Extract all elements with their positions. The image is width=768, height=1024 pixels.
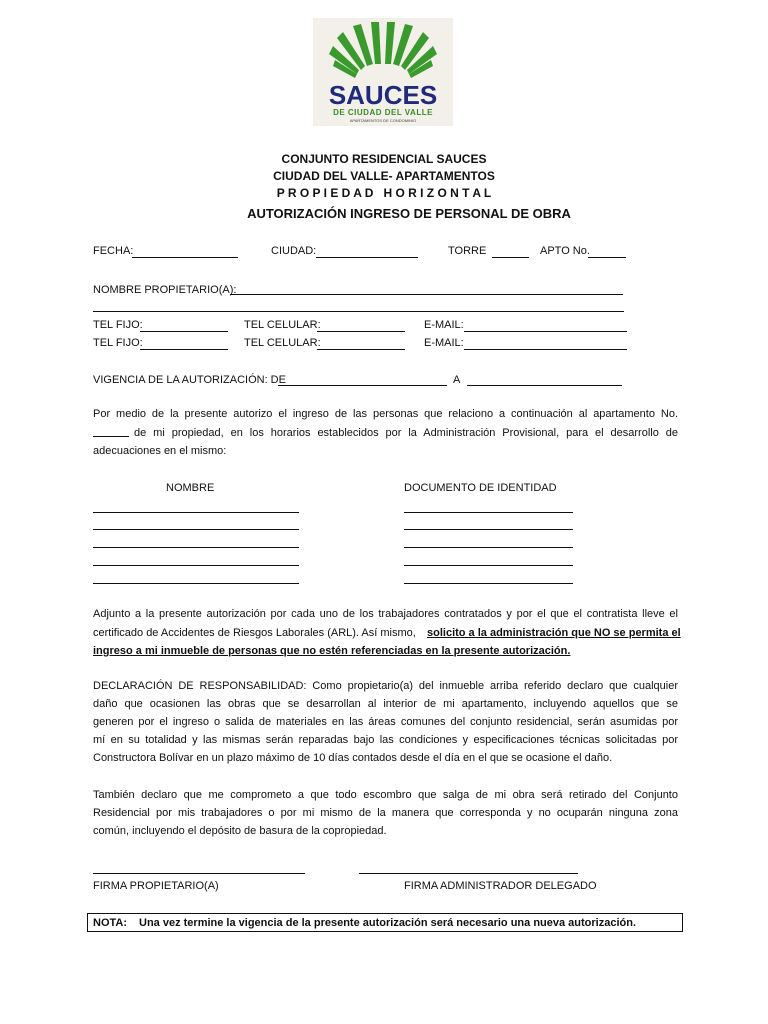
nombre-column-header: NOMBRE: [166, 482, 215, 494]
email-label-1: E-MAIL:: [424, 319, 464, 331]
firma-propietario-line[interactable]: [93, 873, 305, 874]
nota-text: Una vez termine la vigencia de la presente autorización será necesario una nueva autorización.: [139, 917, 637, 929]
tel-fijo-field-2[interactable]: [140, 349, 228, 350]
vigencia-a-label: A: [453, 374, 461, 386]
firma-propietario-label: FIRMA PROPIETARIO(A): [93, 880, 219, 892]
logo-tagline: APARTAMENTOS DE CONDOMINIO: [349, 118, 417, 123]
nombre-line[interactable]: [93, 512, 299, 513]
page-title: AUTORIZACIÓN INGRESO DE PERSONAL DE OBRA: [247, 206, 571, 221]
propietario-field-line2[interactable]: [93, 311, 624, 312]
intro-line-3: adecuaciones en el mismo:: [93, 445, 227, 457]
intro-line-1: Por medio de la presente autorizo el ingreso de las personas que relaciono a continuación al apartamento No.: [93, 408, 678, 420]
apto-no-field[interactable]: [93, 436, 129, 437]
torre-label: TORRE: [448, 245, 487, 257]
documento-line[interactable]: [404, 512, 573, 513]
nota-box: [87, 913, 683, 932]
declaracion-line-2: daño que ocasionen las obras que se desarrollan al interior de mi apartamento, incluyendo aquellos que se: [93, 698, 678, 710]
tambien-line-3: común, incluyendo el depósito de basura de la copropiedad.: [93, 825, 387, 837]
email-field-1[interactable]: [464, 331, 627, 332]
apto-label: APTO No.: [540, 245, 590, 257]
ciudad-label: CIUDAD:: [271, 245, 317, 257]
nota-label: NOTA:: [93, 917, 128, 929]
declaracion-line-3: generen por el ingreso o salida de materiales en las áreas comunes del conjunto residencial, serán asumidas por: [93, 716, 678, 728]
logo-brand: SAUCES: [328, 80, 438, 110]
vigencia-hasta-field[interactable]: [467, 385, 622, 386]
documento-line[interactable]: [404, 529, 573, 530]
logo-subtitle: DE CIUDAD DEL VALLE: [333, 108, 433, 117]
declaracion-line-1: DECLARACIÓN DE RESPONSABILIDAD: Como propietario(a) del inmueble arriba referido declaro que cualquier: [93, 680, 678, 692]
vigencia-desde-field[interactable]: [278, 385, 447, 386]
sauces-logo: [313, 18, 453, 126]
nombre-line[interactable]: [93, 529, 299, 530]
nombre-line[interactable]: [93, 583, 299, 584]
tel-fijo-label-2: TEL FIJO:: [93, 337, 143, 349]
tel-celular-field-1[interactable]: [317, 331, 405, 332]
tel-celular-field-2[interactable]: [317, 349, 405, 350]
header-ciudad: CIUDAD DEL VALLE- APARTAMENTOS: [273, 169, 495, 183]
apto-field[interactable]: [588, 257, 626, 258]
adjunto-line-1: Adjunto a la presente autorización por cada uno de los trabajadores contratados y por el que el contratista lleve el: [93, 608, 678, 620]
email-label-2: E-MAIL:: [424, 337, 464, 349]
firma-administrador-label: FIRMA ADMINISTRADOR DELEGADO: [404, 880, 597, 892]
tel-celular-label-1: TEL CELULAR:: [244, 319, 321, 331]
nombre-line[interactable]: [93, 547, 299, 548]
propietario-field[interactable]: [230, 294, 623, 295]
documento-line[interactable]: [404, 565, 573, 566]
documento-column-header: DOCUMENTO DE IDENTIDAD: [404, 482, 557, 494]
declaracion-line-4: mí en su totalidad y las mismas serán reparadas bajo las condiciones y especificaciones técnicas solicitadas por: [93, 734, 678, 746]
tambien-line-1: También declaro que me comprometo a que todo escombro que salga de mi obra será retirado del Conjunto: [93, 789, 678, 801]
firma-administrador-line[interactable]: [359, 873, 578, 874]
tambien-line-2: Residencial por mis trabajadores o por mi mismo de la manera que corresponda y no ocuparán ninguna zona: [93, 807, 678, 819]
nombre-line[interactable]: [93, 565, 299, 566]
documento-line[interactable]: [404, 547, 573, 548]
adjunto-bold-line-3: ingreso a mi inmueble de personas que no estén referenciadas en la presente autorización.: [93, 645, 571, 657]
ciudad-field[interactable]: [316, 257, 418, 258]
adjunto-bold-line-2: solicito a la administración que NO se permita el: [427, 627, 681, 639]
intro-line-2: de mi propiedad, en los horarios establecidos por la Administración Provisional, para el desarrollo de: [134, 427, 678, 439]
fecha-label: FECHA:: [93, 245, 134, 257]
vigencia-label: VIGENCIA DE LA AUTORIZACIÓN: DE: [93, 374, 286, 386]
documento-line[interactable]: [404, 583, 573, 584]
email-field-2[interactable]: [464, 349, 627, 350]
fecha-field[interactable]: [132, 257, 238, 258]
declaracion-line-5: Constructora Bolívar en un plazo máximo de 10 días contados desde el día en el que se ocasione el daño.: [93, 752, 613, 764]
tel-fijo-label-1: TEL FIJO:: [93, 319, 143, 331]
adjunto-line-2: certificado de Accidentes de Riesgos Laborales (ARL). Así mismo,: [93, 627, 416, 639]
header-propiedad: P R O P I E D A D H O R I Z O N T A L: [276, 186, 492, 200]
tel-celular-label-2: TEL CELULAR:: [244, 337, 321, 349]
header-conjunto: CONJUNTO RESIDENCIAL SAUCES: [281, 152, 487, 166]
sun-rays-icon: [313, 18, 453, 82]
tel-fijo-field-1[interactable]: [140, 331, 228, 332]
torre-field[interactable]: [492, 257, 529, 258]
propietario-label: NOMBRE PROPIETARIO(A):: [93, 284, 237, 296]
